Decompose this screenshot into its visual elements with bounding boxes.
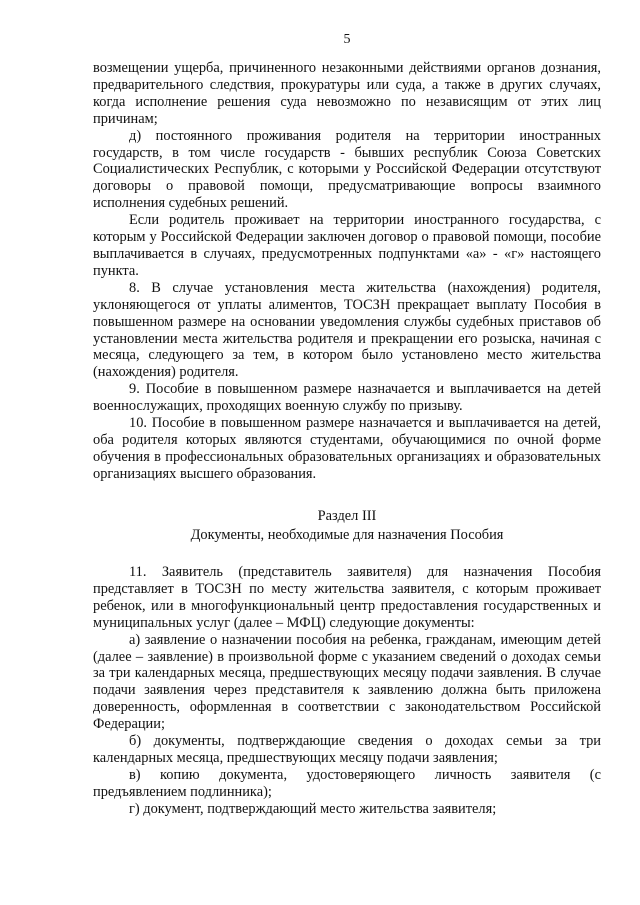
paragraph-8: 8. В случае установления места жительства (нахождения) родителя, уклоняющегося от уплаты алиментов, ТОСЗН прекращает выплату Пособия в повышенном размере на основании уведомления службы судебных приставов об установлении места жительства родителя и прекращении его розыска, начиная с месяца, следующего за тем, в котором было установлено место жительства (нахождения) родителя. [93, 279, 601, 381]
section-heading: Раздел III [317, 508, 377, 524]
body-text-bottom [93, 564, 601, 818]
paragraph-11: 11. Заявитель (представитель заявителя) для назначения Пособия представляет в ТОСЗН по месту жительства заявителя, с которым проживает ребенок, или в многофункциональный центр предоставления государственных и муниципальных услуг (далее – МФЦ) следующие документы: [93, 564, 601, 631]
paragraph-item-d: д) постоянного проживания родителя на территории иностранных государств, в том числе государств - бывших республик Союза Советских Социалистических Республик, с которыми у Российской Федерации отсутствуют договоры о правовой помощи, предусматривающие вопросы взаимного исполнения судебных решений. [93, 127, 601, 212]
paragraph-item-v: в) копию документа, удостоверяющего личность заявителя (с предъявлением подлинника); [93, 766, 601, 800]
section-title: Документы, необходимые для назначения Пособия [190, 527, 504, 543]
page-number: 5 [343, 32, 351, 47]
paragraph-item-g: г) документ, подтверждающий место жительства заявителя; [129, 800, 497, 817]
body-text-top [93, 60, 601, 483]
paragraph-10: 10. Пособие в повышенном размере назначается и выплачивается на детей, оба родителя которых являются студентами, обучающимися по очной форме обучения в профессиональных образовательных организациях и образовательных организациях высшего образования. [93, 415, 601, 482]
paragraph-9: 9. Пособие в повышенном размере назначается и выплачивается на детей военнослужащих, проходящих военную службу по призыву. [93, 381, 601, 415]
paragraph-item-a: а) заявление о назначении пособия на ребенка, гражданам, имеющим детей (далее – заявление) в произвольной форме с указанием сведений о доходах семьи за три календарных месяца, предшествующих месяцу подачи заявления. В случае подачи заявления через представителя к заявлению должна быть приложена доверенность, оформленная в соответствии с законодательством Российской Федерации; [93, 631, 601, 733]
paragraph-item-b: б) документы, подтверждающие сведения о доходах семьи за три календарных месяца, предшествующих месяцу подачи заявления; [93, 733, 601, 766]
paragraph-foreign-residence: Если родитель проживает на территории иностранного государства, с которым у Российской Федерации заключен договор о правовой помощи, пособие выплачивается в случаях, предусмотренных подпунктами «а» - «г» настоящего пункта. [93, 212, 601, 279]
paragraph-damages: возмещении ущерба, причиненного незаконными действиями органов дознания, предварительного следствия, прокуратуры или суда, а также в других случаях, когда исполнение решения суда невозможно по независящим от этих лиц причинам; [93, 60, 601, 127]
